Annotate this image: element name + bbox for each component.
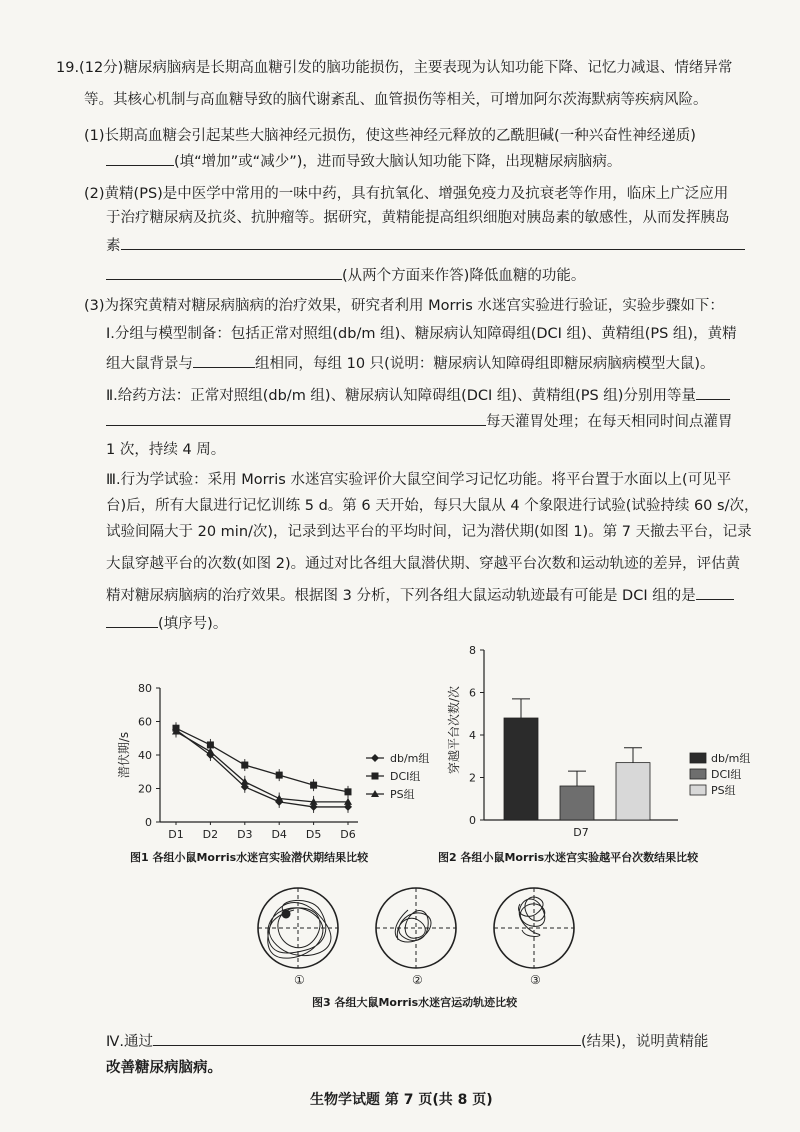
- step3-line2: 台)后，所有大鼠进行记忆训练 5 d。第 6 天开始，每只大鼠从 4 个象限进行试验(试验持续 60 s/次，: [106, 498, 759, 514]
- trajectory-3: [494, 888, 574, 987]
- step4-line1-b: (结果)，说明黄精能: [581, 1034, 709, 1050]
- step1-line2: [106, 352, 714, 374]
- fig2-y-tick-label: 4: [469, 729, 476, 742]
- q2-line1: (2)黄精(PS)是中医学中常用的一味中药，具有抗氧化、增强免疫力及抗衰老等作用，临床上广泛应用: [84, 186, 729, 202]
- fig2-y-tick-label: 8: [469, 644, 476, 657]
- fig2-y-tick-label: 0: [469, 814, 476, 827]
- trajectory-3-label: ③: [530, 973, 541, 987]
- step4-line1-a: Ⅳ.通过: [106, 1034, 153, 1050]
- fig2-legend-swatch: [690, 753, 706, 763]
- fig2-legend-swatch: [690, 769, 706, 779]
- step3-answer-blank-1[interactable]: [696, 584, 734, 600]
- trajectory-1: [258, 888, 338, 987]
- step3-line5-text: 精对糖尿病脑病的治疗效果。根据图 3 分析，下列各组大鼠运动轨迹最有可能是 DCI 组的是: [106, 588, 696, 604]
- fig1-legend-label: db/m组: [390, 752, 430, 765]
- step4-line1: [106, 1030, 708, 1052]
- question-intro-line1: 19.(12分)糖尿病脑病是长期高血糖引发的脑功能损伤，主要表现为认知功能下降、记忆力减退、情绪异常: [56, 60, 733, 76]
- step2-line2: [106, 410, 733, 432]
- step3-line6-text: (填序号)。: [158, 616, 228, 632]
- step2-line1: [106, 384, 730, 406]
- step2-line3: 1 次，持续 4 周。: [106, 442, 226, 458]
- q1-line2-text: (填“增加”或“减少”)，进而导致大脑认知功能下降，出现糖尿病脑病。: [174, 154, 622, 170]
- fig2-bar-chart: [440, 640, 760, 850]
- fig2-bar-0: [504, 718, 538, 820]
- q1-line2: [106, 150, 621, 172]
- step2-line2-text: 每天灌胃处理；在每天相同时间点灌胃: [486, 414, 733, 430]
- fig2-legend: [690, 752, 750, 797]
- fig1-point: [276, 772, 283, 779]
- fig1-axes: [116, 682, 358, 841]
- fig2-bar-2: [616, 763, 650, 820]
- fig1-x-tick-label: D6: [340, 828, 356, 841]
- q2-line3-text: 素: [106, 238, 121, 254]
- fig2-bar-1: [560, 786, 594, 820]
- fig1-y-tick-label: 0: [145, 816, 152, 829]
- trajectory-1-label: ①: [294, 973, 305, 987]
- step1-line2-b: 组相同，每组 10 只(说明：糖尿病认知障碍组即糖尿病脑病模型大鼠)。: [255, 356, 715, 372]
- fig1-legend-marker: [372, 773, 379, 780]
- q1-line1: (1)长期高血糖会引起某些大脑神经元损伤，使这些神经元释放的乙酰胆碱(一种兴奋性神经递质): [84, 128, 696, 144]
- step2-answer-blank-1[interactable]: [696, 384, 730, 400]
- fig1-marks: [172, 722, 352, 813]
- fig3-caption: 图3 各组大鼠Morris水迷宫运动轨迹比较: [312, 996, 518, 1009]
- fig1-x-tick-label: D2: [202, 828, 219, 841]
- step3-line3: 试验间隔大于 20 min/次)，记录到达平台的平均时间，记为潜伏期(如图 1)。第 7 天撤去平台，记录: [106, 524, 752, 540]
- page-footer: 生物学试题 第 7 页(共 8 页): [310, 1092, 493, 1108]
- step4-answer-blank[interactable]: [153, 1030, 581, 1046]
- fig3-trajectories: [250, 880, 580, 990]
- q1-answer-blank[interactable]: [106, 150, 174, 166]
- fig1-series-line-2: [176, 732, 348, 802]
- step4-line2: 改善糖尿病脑病。: [106, 1060, 222, 1076]
- fig1-y-tick-label: 60: [138, 715, 152, 729]
- fig1-y-tick-label: 20: [138, 782, 152, 796]
- fig1-y-tick-label: 80: [138, 682, 152, 695]
- fig2-y-tick-label: 6: [469, 686, 476, 700]
- fig2-legend-label: DCI组: [711, 768, 742, 781]
- q2-line2: 于治疗糖尿病及抗炎、抗肿瘤等。据研究，黄精能提高组织细胞对胰岛素的敏感性，从而发挥胰岛: [106, 210, 730, 226]
- fig2-y-tick-label: 2: [469, 771, 476, 785]
- q2-line3: [106, 234, 745, 256]
- fig1-point: [206, 748, 214, 755]
- q2-answer-blank-2[interactable]: [106, 264, 342, 280]
- step1-line2-a: 组大鼠背景与: [106, 356, 193, 372]
- fig1-legend-marker: [371, 754, 379, 762]
- fig1-x-tick-label: D4: [271, 828, 287, 841]
- fig2-caption: 图2 各组小鼠Morris水迷宫实验越平台次数结果比较: [438, 851, 699, 864]
- step1-line1: Ⅰ.分组与模型制备：包括正常对照组(db/m 组)、糖尿病认知障碍组(DCI 组)、黄精组(PS 组)，黄精: [106, 326, 737, 342]
- step3-line1: Ⅲ.行为学试验：采用 Morris 水迷宫实验评价大鼠空间学习记忆功能。将平台置于水面以上(可见平: [106, 472, 732, 488]
- fig1-point: [310, 782, 317, 789]
- q2-answer-blank-1[interactable]: [121, 234, 745, 250]
- fig1-x-tick-label: D5: [305, 828, 322, 841]
- fig1-series-line-1: [176, 728, 348, 792]
- fig1-x-tick-label: D1: [168, 828, 184, 841]
- step3-answer-blank-2[interactable]: [106, 612, 158, 628]
- fig1-y-tick-label: 40: [138, 749, 152, 762]
- fig1-x-tick-label: D3: [237, 828, 253, 841]
- fig1-legend-label: DCI组: [390, 770, 421, 783]
- question-intro-line2: 等。其核心机制与高血糖导致的脑代谢紊乱、血管损伤等相关，可增加阿尔茨海默病等疾病风险。: [84, 92, 708, 108]
- step3-line6: [106, 612, 227, 634]
- fig2-legend-label: PS组: [711, 784, 736, 797]
- fig1-caption: 图1 各组小鼠Morris水迷宫实验潜伏期结果比较: [130, 851, 369, 864]
- fig1-legend-label: PS组: [390, 788, 415, 801]
- trajectory-2-label: ②: [412, 973, 423, 987]
- step3-line5: [106, 584, 734, 606]
- fig2-x-tick-label: D7: [573, 826, 589, 839]
- fig2-y-axis-label: 穿越平台次数/次: [447, 685, 461, 775]
- fig2-legend-label: db/m组: [711, 752, 751, 765]
- fig1-point: [345, 788, 352, 795]
- fig2-legend-swatch: [690, 785, 706, 795]
- step2-line1-text: Ⅱ.给药方法：正常对照组(db/m 组)、糖尿病认知障碍组(DCI 组)、黄精组(PS 组)分别用等量: [106, 388, 696, 404]
- step3-line4: 大鼠穿越平台的次数(如图 2)。通过对比各组大鼠潜伏期、穿越平台次数和运动轨迹的差异，评估黄: [106, 556, 741, 572]
- q3-intro: (3)为探究黄精对糖尿病脑病的治疗效果，研究者利用 Morris 水迷宫实验进行验证，实验步骤如下：: [84, 298, 724, 314]
- trajectory-2: [376, 888, 456, 987]
- q2-line4-text: (从两个方面来作答)降低血糖的功能。: [342, 268, 586, 284]
- fig2-marks: [504, 699, 650, 820]
- step1-answer-blank[interactable]: [193, 352, 255, 368]
- step2-answer-blank-2[interactable]: [106, 410, 486, 426]
- fig1-y-axis-label: 潜伏期/s: [117, 731, 131, 779]
- fig1-point: [241, 762, 248, 769]
- fig1-legend: [366, 752, 429, 801]
- q2-line4: [106, 264, 585, 286]
- fig1-line-chart: [110, 676, 460, 844]
- fig1-point: [275, 795, 283, 802]
